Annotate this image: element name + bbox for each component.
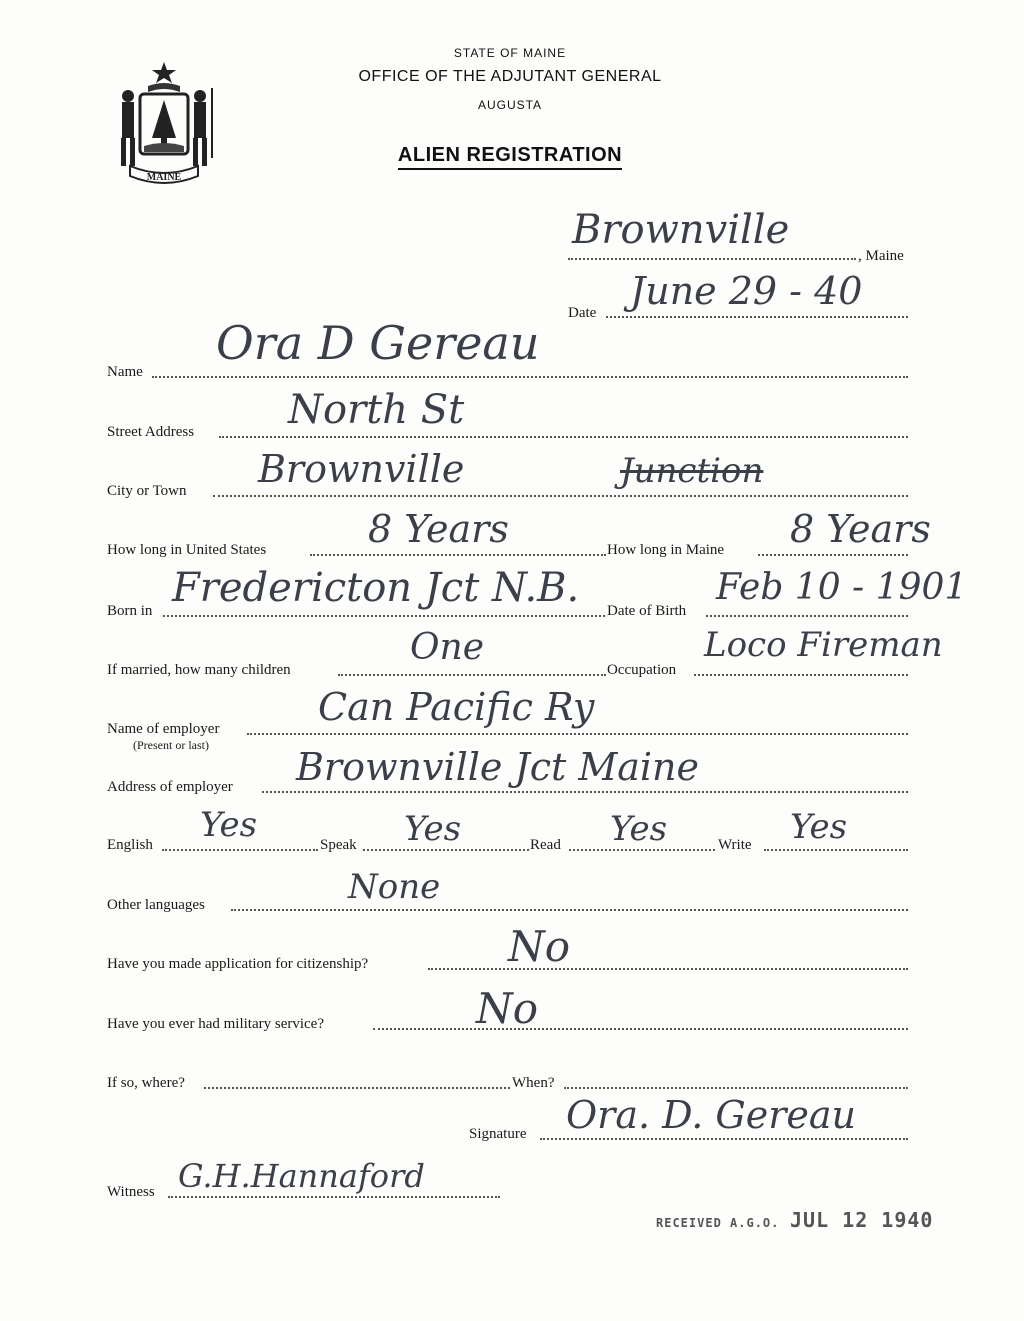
city-label: City or Town (107, 483, 187, 499)
write-value: Yes (790, 807, 848, 847)
dob-label: Date of Birth (607, 603, 687, 619)
employer-address-label: Address of employer (107, 779, 233, 795)
maine-years-value: 8 Years (790, 507, 931, 551)
city-line (213, 495, 908, 497)
place-suffix: , Maine (858, 248, 904, 264)
write-line (764, 849, 908, 851)
employer-address-line (262, 791, 908, 793)
form-title: ALIEN REGISTRATION (300, 144, 720, 167)
date-value: June 29 - 40 (630, 269, 863, 313)
speak-label: Speak (320, 837, 357, 853)
witness-label: Witness (107, 1184, 155, 1200)
occupation-label: Occupation (607, 662, 677, 678)
employer-address-value: Brownville Jct Maine (296, 745, 700, 789)
read-label: Read (530, 837, 561, 853)
signature-value: Ora. D. Gereau (566, 1093, 857, 1137)
stamp-date: JUL 12 1940 (790, 1208, 934, 1232)
signature-label: Signature (469, 1126, 527, 1142)
employer-value: Can Pacific Ry (318, 685, 595, 729)
english-label: English (107, 837, 153, 853)
maine-state-seal-icon (108, 58, 220, 190)
employer-sublabel: (Present or last) (133, 738, 209, 752)
children-label: If married, how many children (107, 662, 291, 678)
name-value: Ora D Gereau (216, 316, 540, 370)
city-value: Brownville (258, 447, 465, 491)
seal-banner-text: MAINE (146, 172, 182, 183)
citizenship-label: Have you made application for citizenship? (107, 956, 369, 972)
maine-years-line (758, 554, 908, 556)
english-line (162, 849, 318, 851)
header-state: STATE OF MAINE (453, 46, 567, 60)
write-label: Write (718, 837, 752, 853)
born-label: Born in (107, 603, 153, 619)
born-value: Fredericton Jct N.B. (172, 565, 580, 611)
header-city: AUGUSTA (477, 98, 543, 112)
street-value: North St (288, 387, 465, 433)
us-years-label: How long in United States (107, 542, 267, 558)
english-value: Yes (200, 805, 258, 845)
street-label: Street Address (107, 424, 195, 440)
dob-value: Feb 10 - 1901 (716, 567, 968, 608)
where-line (204, 1087, 510, 1089)
us-years-value: 8 Years (368, 507, 509, 551)
place-value: Brownville (572, 207, 790, 253)
header-office: OFFICE OF THE ADJUTANT GENERAL (358, 68, 662, 85)
city-struck-value: Junction (620, 451, 764, 491)
us-years-line (310, 554, 606, 556)
read-value: Yes (610, 809, 668, 849)
received-stamp (656, 1208, 933, 1232)
citizenship-line (428, 968, 908, 970)
name-line (152, 376, 908, 378)
witness-line (168, 1196, 500, 1198)
date-line (606, 316, 908, 318)
military-label: Have you ever had military service? (107, 1016, 324, 1032)
employer-label: Name of employer (107, 721, 220, 737)
military-line (373, 1028, 908, 1030)
when-line (564, 1087, 908, 1089)
place-line (568, 258, 856, 260)
dob-line (706, 615, 908, 617)
read-line (569, 849, 715, 851)
military-value: No (476, 984, 539, 1033)
where-label: If so, where? (107, 1075, 185, 1091)
born-line (163, 615, 605, 617)
speak-value: Yes (404, 809, 462, 849)
date-label: Date (568, 305, 597, 321)
other-languages-line (231, 909, 908, 911)
occupation-value: Loco Fireman (704, 625, 943, 665)
citizenship-value: No (508, 922, 571, 971)
signature-line (540, 1138, 908, 1140)
children-value: One (410, 627, 485, 668)
children-line (338, 674, 606, 676)
stamp-prefix: RECEIVED A.G.O. (656, 1216, 780, 1230)
other-languages-label: Other languages (107, 897, 205, 913)
name-label: Name (107, 364, 143, 380)
witness-value: G.H.Hannaford (178, 1157, 425, 1195)
speak-line (363, 849, 529, 851)
other-languages-value: None (348, 867, 441, 907)
street-line (219, 436, 908, 438)
when-label: When? (512, 1075, 555, 1091)
maine-years-label: How long in Maine (607, 542, 725, 558)
occupation-line (694, 674, 908, 676)
employer-line (247, 733, 908, 735)
